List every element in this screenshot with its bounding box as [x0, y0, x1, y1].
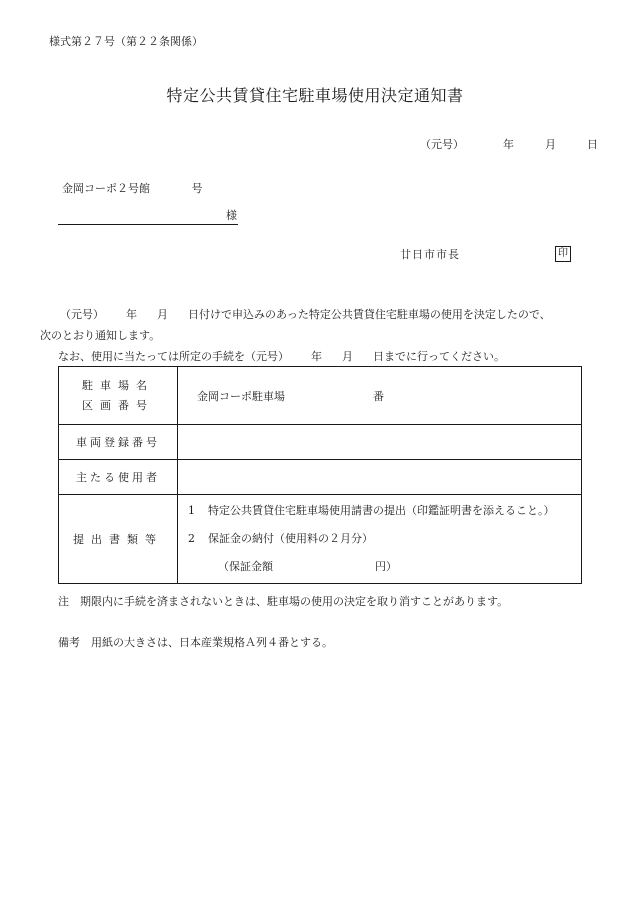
issue-date-line: [420, 139, 598, 150]
lot-name-label: 駐車場名: [82, 378, 154, 392]
table-row-documents: [59, 495, 582, 584]
deposit-suffix: 円）: [375, 560, 397, 573]
issuer-title: 廿日市市長: [400, 248, 460, 261]
table-row-registration: [59, 425, 582, 460]
address-number-suffix: 号: [191, 182, 203, 195]
body-line-1: [60, 309, 551, 320]
body-deadline-month: 月: [342, 350, 353, 363]
note-text: 注 期限内に手続を済まされないときは、駐車場の使用の決定を取り消すことがあります。: [58, 595, 509, 608]
table-row-main-user: [59, 460, 582, 495]
deposit-amount: [188, 553, 581, 581]
document-title: 特定公共賃貸住宅駐車場使用決定通知書: [166, 86, 464, 105]
documents-label: 提出書類等: [59, 495, 178, 584]
seal-mark: 印: [555, 246, 571, 262]
recipient-address: [62, 183, 203, 194]
body-month: 月: [157, 308, 168, 321]
documents-value-cell: [178, 495, 582, 584]
recipient-honorific: 様: [226, 209, 237, 222]
body-line-3-start: なお、使用に当たっては所定の手続を（元号）: [58, 350, 289, 363]
lot-value: 金岡コーポ駐車場: [197, 389, 285, 403]
body-year: 年: [126, 308, 137, 321]
remark-text: 備考 用紙の大きさは、日本産業規格Ａ列４番とする。: [58, 636, 333, 649]
body-deadline-year: 年: [311, 350, 322, 363]
registration-value-cell: [178, 425, 582, 460]
date-year: 年: [503, 138, 514, 151]
main-user-label: 主たる使用者: [59, 460, 178, 495]
document-item-1: 1 特定公共賃貸住宅駐車場使用請書の提出（印鑑証明書を添えること。）: [188, 504, 555, 517]
registration-label: 車両登録番号: [59, 425, 178, 460]
lot-value-cell: [178, 367, 582, 425]
lot-number-suffix: 番: [373, 389, 384, 403]
deposit-label: （保証金額: [218, 560, 273, 573]
body-line-2: 次のとおり通知します。: [40, 329, 161, 342]
body-line-3: [58, 351, 505, 362]
body-era: （元号）: [60, 308, 104, 321]
body-line-1-rest: 日付けで申込みのあった特定公共賃貸住宅駐車場の使用を決定したので、: [188, 308, 551, 321]
lot-label-cell: [59, 367, 178, 425]
date-month: 月: [545, 138, 556, 151]
recipient-name-line: [58, 210, 238, 225]
address-building: 金岡コーポ２号館: [62, 182, 150, 195]
main-user-value-cell: [178, 460, 582, 495]
body-line-3-rest: 日までに行ってください。: [373, 350, 505, 363]
lot-section-label: 区画番号: [82, 398, 154, 412]
form-number: 様式第２７号（第２２条関係）: [49, 35, 203, 48]
document-item-2: 2 保証金の納付（使用料の２月分）: [188, 532, 373, 545]
details-table: [58, 366, 582, 584]
date-day: 日: [587, 138, 598, 151]
table-row-parking-lot: [59, 367, 582, 425]
date-era: （元号）: [420, 138, 464, 151]
